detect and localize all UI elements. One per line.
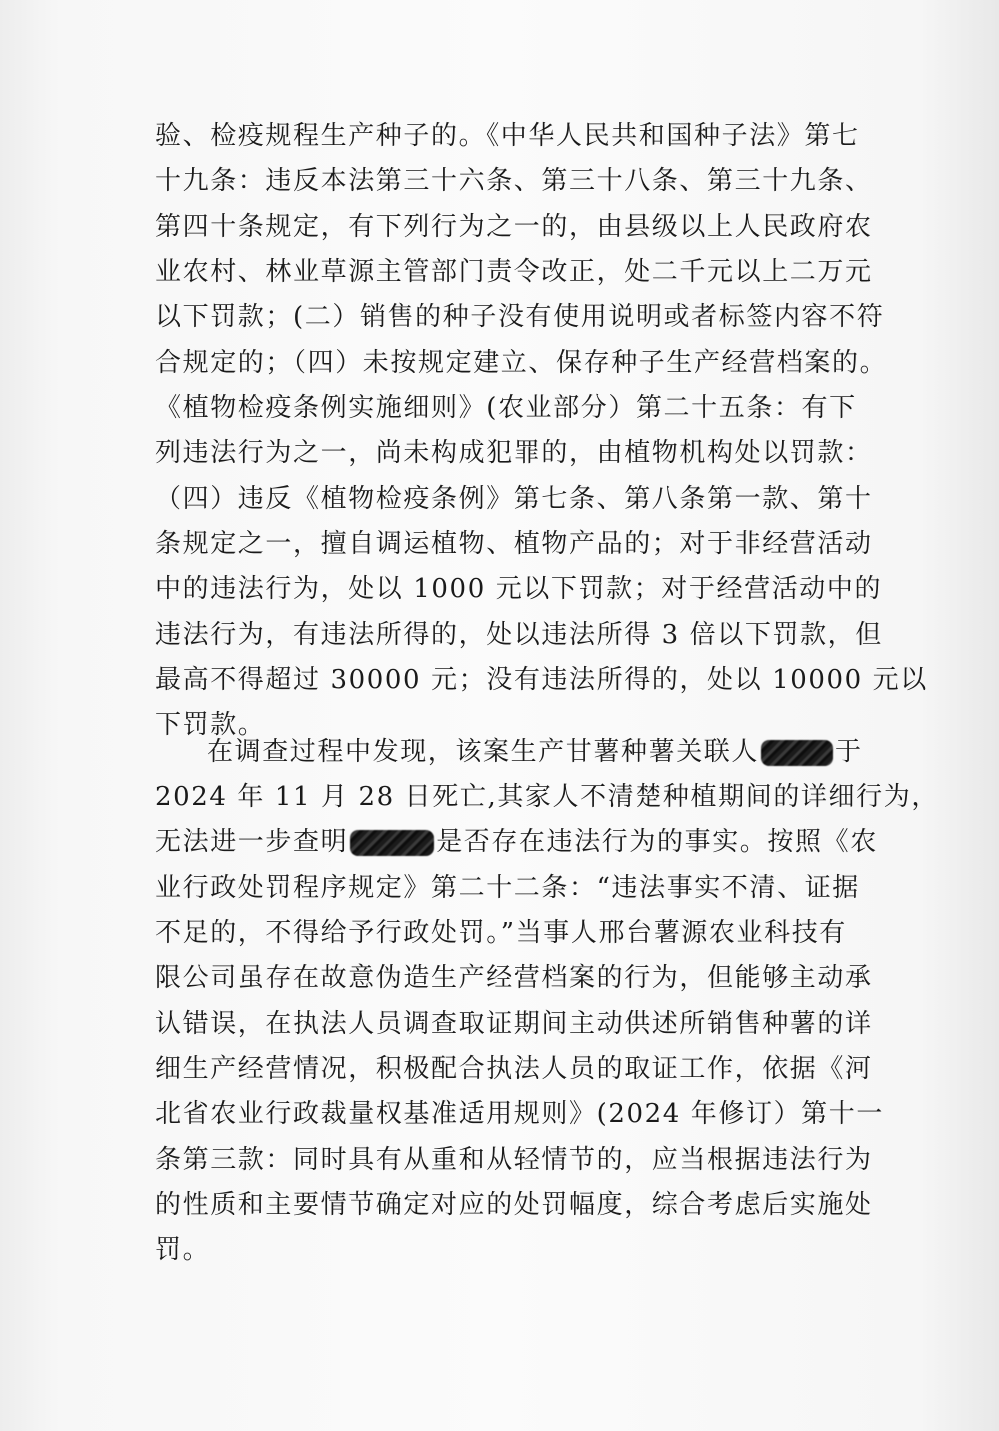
text-line: 北省农业行政裁量权基准适用规则》(2024 年修订）第十一 — [155, 1099, 884, 1129]
text-segment: 于 — [835, 737, 863, 767]
text-line: 十九条：违反本法第三十六条、第三十八条、第三十九条、 — [155, 166, 873, 196]
text-line: 最高不得超过 30000 元；没有违法所得的，处以 10000 元以 — [155, 665, 928, 695]
text-line: 合规定的；（四）未按规定建立、保存种子生产经营档案的。 — [155, 348, 888, 378]
text-line: 限公司虽存在故意伪造生产经营档案的行为，但能够主动承 — [155, 963, 873, 993]
text-segment: 是否存在违法行为的事实。按照《农 — [436, 827, 878, 857]
text-line: 不足的，不得给予行政处罚。”当事人邢台薯源农业科技有 — [155, 918, 847, 948]
text-line: 业行政处罚程序规定》第二十二条：“违法事实不清、证据 — [155, 873, 860, 903]
text-line: 细生产经营情况，积极配合执法人员的取证工作，依据《河 — [155, 1054, 873, 1084]
text-line: 认错误，在执法人员调查取证期间主动供述所销售种薯的详 — [155, 1009, 873, 1039]
text-line: 的性质和主要情节确定对应的处罚幅度，综合考虑后实施处 — [155, 1190, 873, 1220]
text-line: 下罚款。 — [155, 710, 266, 740]
text-line: 第四十条规定，有下列行为之一的，由县级以上人民政府农 — [155, 212, 873, 242]
text-line: 业农村、林业草源主管部门责令改正，处二千元以上二万元 — [155, 257, 873, 287]
text-line: 罚。 — [155, 1235, 211, 1265]
redacted-name — [761, 740, 833, 766]
text-line: 条第三款：同时具有从重和从轻情节的，应当根据违法行为 — [155, 1145, 873, 1175]
redacted-name — [350, 830, 434, 856]
paragraph-first-line — [207, 732, 863, 772]
text-line: 《植物检疫条例实施细则》(农业部分）第二十五条：有下 — [155, 393, 857, 423]
text-segment: 在调查过程中发现，该案生产甘薯种薯关联人 — [207, 737, 760, 767]
text-line: 2024 年 11 月 28 日死亡,其家人不清楚种植期间的详细行为， — [155, 782, 939, 812]
text-line: 违法行为，有违法所得的，处以违法所得 3 倍以下罚款，但 — [155, 620, 883, 650]
text-line: 以下罚款；(二）销售的种子没有使用说明或者标签内容不符 — [155, 302, 885, 332]
text-line-with-redaction — [155, 822, 878, 862]
text-line: 列违法行为之一，尚未构成犯罪的，由植物机构处以罚款： — [155, 438, 873, 468]
text-line: 中的违法行为，处以 1000 元以下罚款；对于经营活动中的 — [155, 574, 883, 604]
text-line: （四）违反《植物检疫条例》第七条、第八条第一款、第十 — [155, 484, 873, 514]
text-line: 验、检疫规程生产种子的。《中华人民共和国种子法》第七 — [155, 121, 860, 151]
text-line: 条规定之一，擅自调运植物、植物产品的；对于非经营活动 — [155, 529, 873, 559]
text-segment: 无法进一步查明 — [155, 827, 349, 857]
